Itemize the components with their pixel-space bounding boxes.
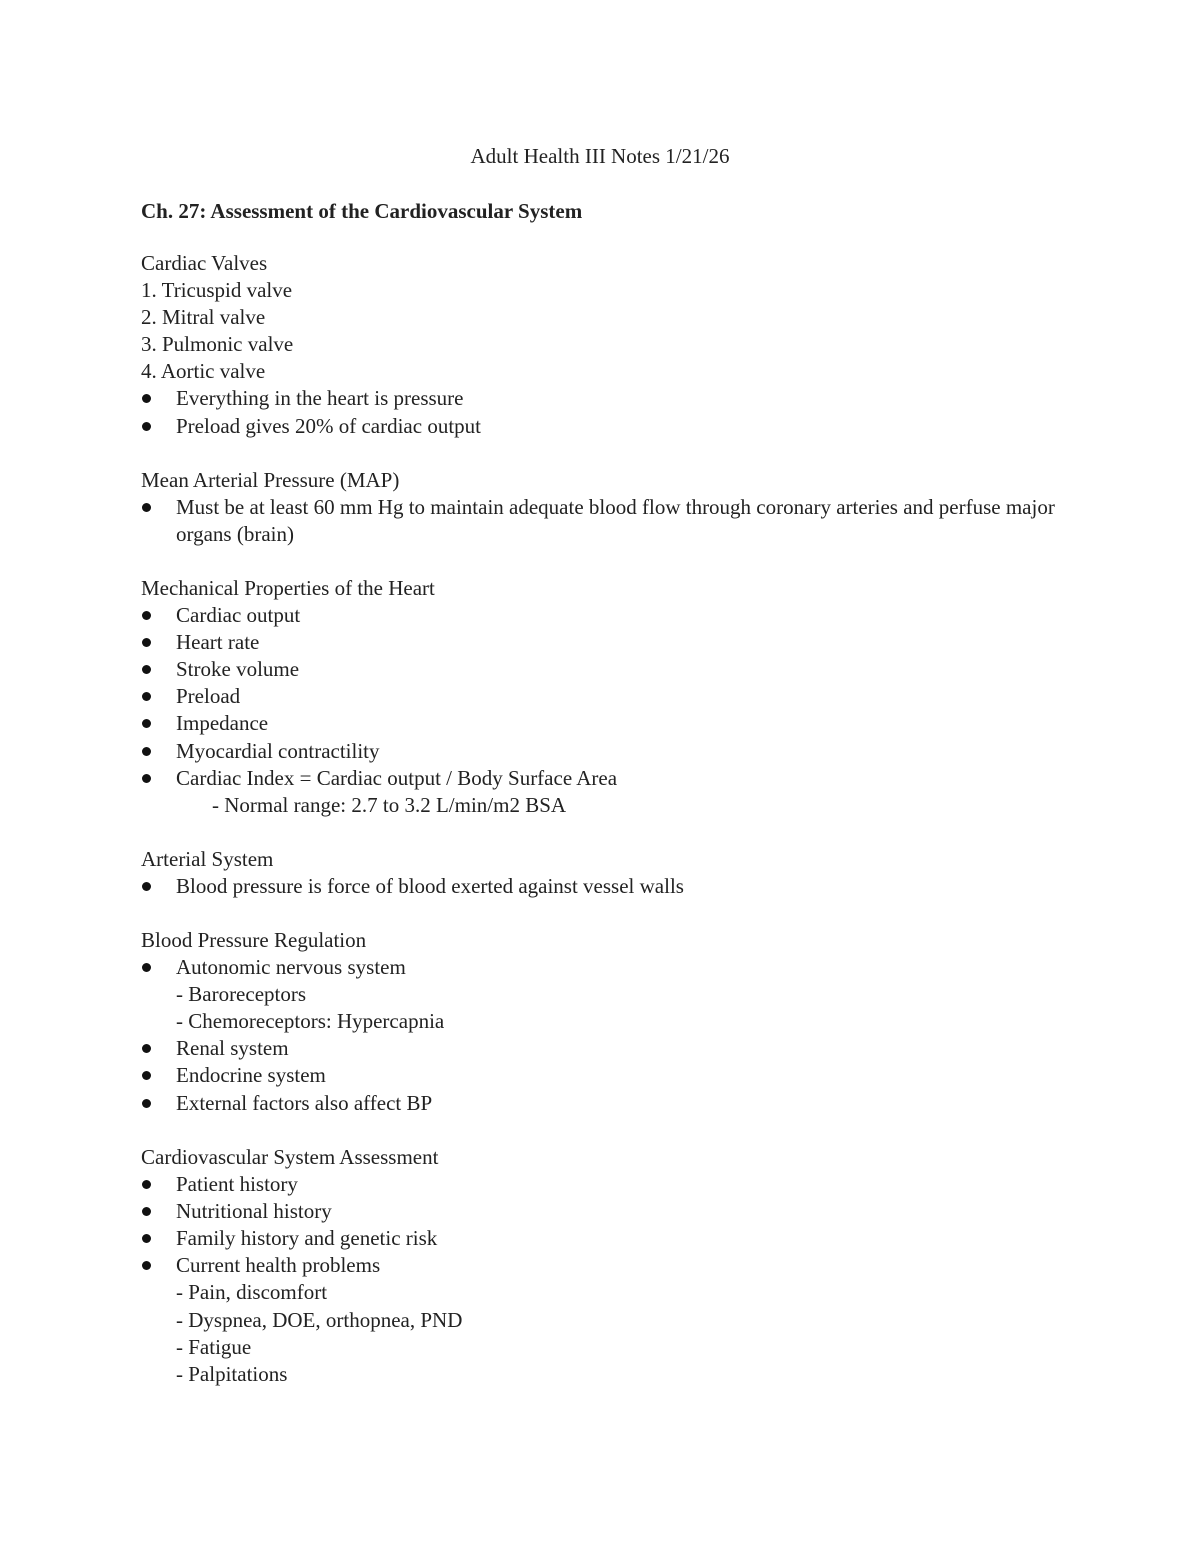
list-item-text: Impedance <box>176 711 269 736</box>
section-title: Mean Arterial Pressure (MAP) <box>141 468 400 492</box>
bullet-icon <box>142 1044 151 1053</box>
bullet-icon <box>142 503 151 512</box>
list-item: 3. Pulmonic valve <box>141 332 294 357</box>
list-item-text: External factors also affect BP <box>176 1090 433 1115</box>
bullet-icon <box>142 882 151 891</box>
sub-item: - Baroreceptors <box>176 982 307 1007</box>
list-item <box>141 710 1061 737</box>
bullet-list <box>141 873 1061 900</box>
list-item <box>141 873 1061 900</box>
sub-item: - Pain, discomfort <box>176 1280 328 1305</box>
list-item <box>141 1252 1061 1279</box>
section-cv-assessment <box>141 1144 1061 1388</box>
list-item <box>141 602 1061 629</box>
list-item <box>141 738 1061 765</box>
section-mechanical-properties <box>141 575 1061 819</box>
chapter-heading: Ch. 27: Assessment of the Cardiovascular System <box>141 199 583 223</box>
section-title: Blood Pressure Regulation <box>141 928 367 952</box>
list-item: 4. Aortic valve <box>141 359 266 384</box>
list-item-text: Everything in the heart is pressure <box>176 386 464 411</box>
list-item <box>141 1171 1061 1198</box>
section-cardiac-valves <box>141 250 1061 440</box>
list-item <box>141 683 1061 710</box>
list-item <box>141 1225 1061 1252</box>
list-item-text: Nutritional history <box>176 1199 332 1224</box>
list-item-text: Endocrine system <box>176 1063 326 1088</box>
list-item-text: Preload gives 20% of cardiac output <box>176 413 481 438</box>
bullet-icon <box>142 719 151 728</box>
section-title: Cardiac Valves <box>141 251 268 275</box>
bullet-icon <box>142 394 151 403</box>
list-item-text: Renal system <box>176 1036 289 1061</box>
numbered-list <box>141 277 1061 385</box>
bullet-icon <box>142 611 151 620</box>
list-item <box>141 385 1061 412</box>
list-item <box>141 1062 1061 1089</box>
list-item-text: Current health problems <box>176 1253 381 1278</box>
list-item <box>141 1090 1061 1117</box>
bullet-icon <box>142 1261 151 1270</box>
list-item <box>141 954 1061 981</box>
list-item-text: Patient history <box>176 1172 298 1197</box>
list-item <box>141 1198 1061 1225</box>
list-item <box>141 765 1061 792</box>
list-item-text: Myocardial contractility <box>176 738 380 763</box>
bullet-icon <box>142 692 151 701</box>
bullet-icon <box>142 1207 151 1216</box>
bullet-icon <box>142 774 151 783</box>
bullet-icon <box>142 638 151 647</box>
list-item-text: Must be at least 60 mm Hg to maintain adequate blood flow through coronary arteries and perfuse major organs (brain) <box>176 495 1055 547</box>
sub-item: - Fatigue <box>176 1334 252 1359</box>
section-bp-regulation <box>141 927 1061 1117</box>
section-map <box>141 467 1061 548</box>
sub-item: - Chemoreceptors: Hypercapnia <box>176 1009 445 1034</box>
bullet-list <box>141 1035 1061 1116</box>
list-item-text: Cardiac Index = Cardiac output / Body Surface Area <box>176 765 618 790</box>
list-item-text: Blood pressure is force of blood exerted against vessel walls <box>176 874 684 899</box>
list-item <box>141 656 1061 683</box>
list-item: 2. Mitral valve <box>141 305 266 330</box>
list-item <box>141 413 1061 440</box>
bullet-list <box>141 602 1061 792</box>
bullet-list <box>141 954 1061 981</box>
document-title: Adult Health III Notes 1/21/26 <box>470 144 730 168</box>
list-item: 1. Tricuspid valve <box>141 278 293 303</box>
bullet-icon <box>142 747 151 756</box>
list-item-text: Cardiac output <box>176 603 301 628</box>
list-item <box>141 494 1061 548</box>
section-title: Mechanical Properties of the Heart <box>141 576 435 600</box>
sub-item: - Dyspnea, DOE, orthopnea, PND <box>176 1307 463 1332</box>
bullet-icon <box>142 1234 151 1243</box>
sub-item: - Normal range: 2.7 to 3.2 L/min/m2 BSA <box>212 792 567 817</box>
list-item-text: Heart rate <box>176 630 260 655</box>
list-item-text: Autonomic nervous system <box>176 955 406 980</box>
section-title: Cardiovascular System Assessment <box>141 1145 439 1169</box>
bullet-icon <box>142 963 151 972</box>
list-item <box>141 1035 1061 1062</box>
list-item-text: Stroke volume <box>176 657 300 682</box>
bullet-icon <box>142 1099 151 1108</box>
bullet-icon <box>142 665 151 674</box>
bullet-icon <box>142 1071 151 1080</box>
section-arterial-system <box>141 846 1061 900</box>
list-item-text: Family history and genetic risk <box>176 1226 438 1251</box>
bullet-icon <box>142 422 151 431</box>
bullet-icon <box>142 1180 151 1189</box>
bullet-list <box>141 1171 1061 1279</box>
bullet-list <box>141 385 1061 439</box>
list-item-text: Preload <box>176 684 241 709</box>
list-item <box>141 629 1061 656</box>
sub-item: - Palpitations <box>176 1361 288 1386</box>
bullet-list <box>141 494 1061 548</box>
section-title: Arterial System <box>141 847 274 871</box>
